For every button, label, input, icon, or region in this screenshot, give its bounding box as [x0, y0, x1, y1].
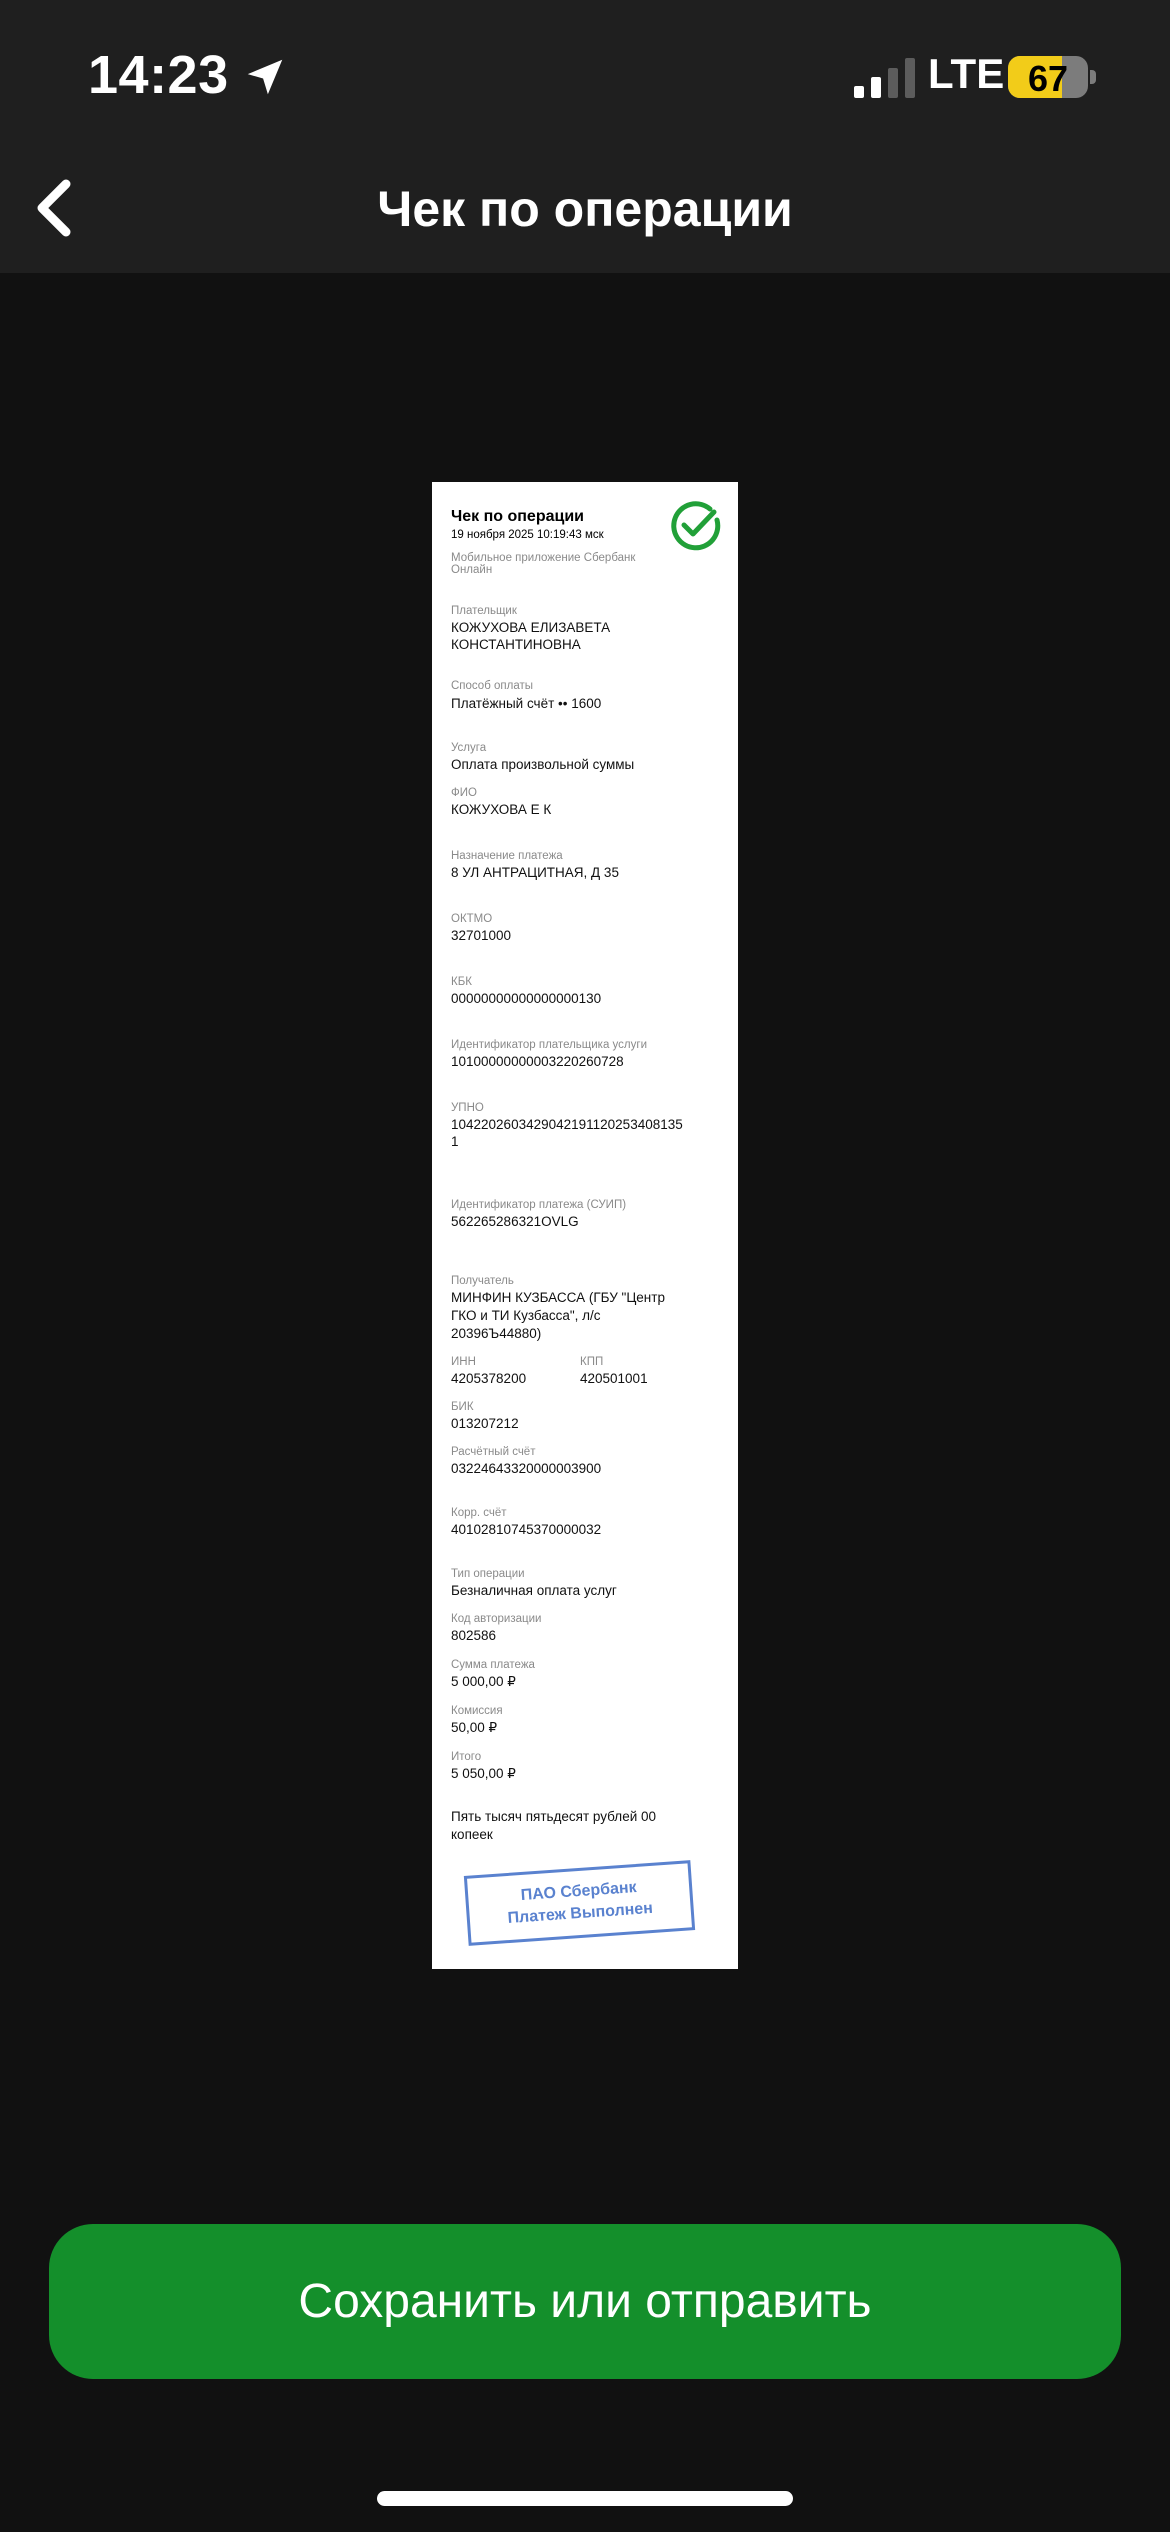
- purpose-label: Назначение платежа: [451, 850, 563, 862]
- method-label: Способ оплаты: [451, 680, 533, 692]
- fee-value: 50,00 ₽: [451, 1720, 498, 1735]
- purpose-value: 8 УЛ АНТРАЦИТНАЯ, Д 35: [451, 865, 619, 880]
- home-indicator[interactable]: [377, 2491, 793, 2506]
- account-label: Расчётный счёт: [451, 1446, 536, 1458]
- kpp-label: КПП: [580, 1356, 604, 1368]
- kbk-label: КБК: [451, 976, 472, 988]
- success-check-icon: [670, 500, 722, 552]
- recipient-value-2: ГКО и ТИ Кузбасса", л/с: [451, 1308, 601, 1323]
- payer-id-label: Идентификатор плательщика услуги: [451, 1039, 647, 1051]
- receipt-title: Чек по операции: [451, 508, 584, 525]
- nav-bar: [0, 140, 1170, 273]
- oktmo-label: ОКТМО: [451, 913, 493, 925]
- optype-value: Безналичная оплата услуг: [451, 1583, 617, 1598]
- upno-label: УПНО: [451, 1102, 484, 1114]
- fio-label: ФИО: [451, 787, 477, 799]
- suip-value: 562265286321OVLG: [451, 1214, 579, 1229]
- method-value: Платёжный счёт •• 1600: [451, 696, 602, 711]
- fee-label: Комиссия: [451, 1705, 503, 1717]
- cellular-signal-icon: [854, 58, 916, 98]
- optype-label: Тип операции: [451, 1568, 525, 1580]
- location-arrow-icon: [242, 54, 288, 100]
- bank-stamp: [464, 1860, 695, 1946]
- corr-label: Корр. счёт: [451, 1507, 507, 1519]
- payer-value-2: КОНСТАНТИНОВНА: [451, 637, 581, 652]
- inn-label: ИНН: [451, 1356, 476, 1368]
- payer-id-value: 10100000000003220260728: [451, 1054, 624, 1069]
- kbk-value: 00000000000000000130: [451, 991, 602, 1006]
- save-or-send-button[interactable]: Сохранить или отправить: [49, 2224, 1121, 2379]
- oktmo-value: 32701000: [451, 928, 512, 943]
- corr-value: 40102810745370000032: [451, 1522, 602, 1537]
- service-value: Оплата произвольной суммы: [451, 757, 635, 772]
- receipt-preview[interactable]: [432, 482, 738, 1969]
- stamp-line-2: Платеж Выполнен: [507, 1899, 654, 1928]
- sum-label: Сумма платежа: [451, 1659, 535, 1671]
- suip-label: Идентификатор платежа (СУИП): [451, 1199, 627, 1211]
- payer-label: Плательщик: [451, 605, 517, 617]
- kpp-value: 420501001: [580, 1371, 648, 1386]
- page-title: Чек по операции: [377, 181, 793, 237]
- upno-value-2: 1: [451, 1134, 459, 1149]
- sum-value: 5 000,00 ₽: [451, 1674, 516, 1689]
- auth-value: 802586: [451, 1628, 497, 1643]
- auth-label: Код авторизации: [451, 1613, 542, 1625]
- account-value: 03224643320000003900: [451, 1461, 602, 1476]
- amount-in-words-2: копеек: [451, 1827, 493, 1842]
- battery-tip: [1090, 70, 1096, 84]
- receipt-source-2: Онлайн: [451, 564, 493, 576]
- service-label: Услуга: [451, 742, 487, 754]
- recipient-value-3: 20396Ъ44880): [451, 1326, 542, 1341]
- total-label: Итого: [451, 1751, 482, 1763]
- receipt-source: Мобильное приложение Сбербанк: [451, 552, 636, 564]
- total-value: 5 050,00 ₽: [451, 1766, 516, 1781]
- amount-in-words: Пять тысяч пятьдесят рублей 00: [451, 1809, 657, 1824]
- status-bar: [0, 0, 1170, 140]
- upno-value: 104220260342904219112025340813​5: [451, 1117, 683, 1132]
- payer-value: КОЖУХОВА ЕЛИЗАВЕТА: [451, 620, 611, 635]
- status-time: 14:23: [88, 45, 229, 105]
- receipt-datetime: 19 ноября 2025 10:19:43 мск: [451, 529, 604, 541]
- inn-value: 4205378200: [451, 1371, 527, 1386]
- battery-percent: 67: [1027, 58, 1069, 98]
- fio-value: КОЖУХОВА Е К: [451, 802, 552, 817]
- bik-value: 013207212: [451, 1416, 519, 1431]
- recipient-value: МИНФИН КУЗБАССА (ГБУ "Центр: [451, 1290, 665, 1305]
- recipient-label: Получатель: [451, 1275, 514, 1287]
- stamp-line-1: ПАО Сбербанк: [520, 1878, 638, 1905]
- bik-label: БИК: [451, 1401, 474, 1413]
- battery-icon: [1008, 56, 1088, 98]
- network-type: LTE: [928, 50, 1005, 97]
